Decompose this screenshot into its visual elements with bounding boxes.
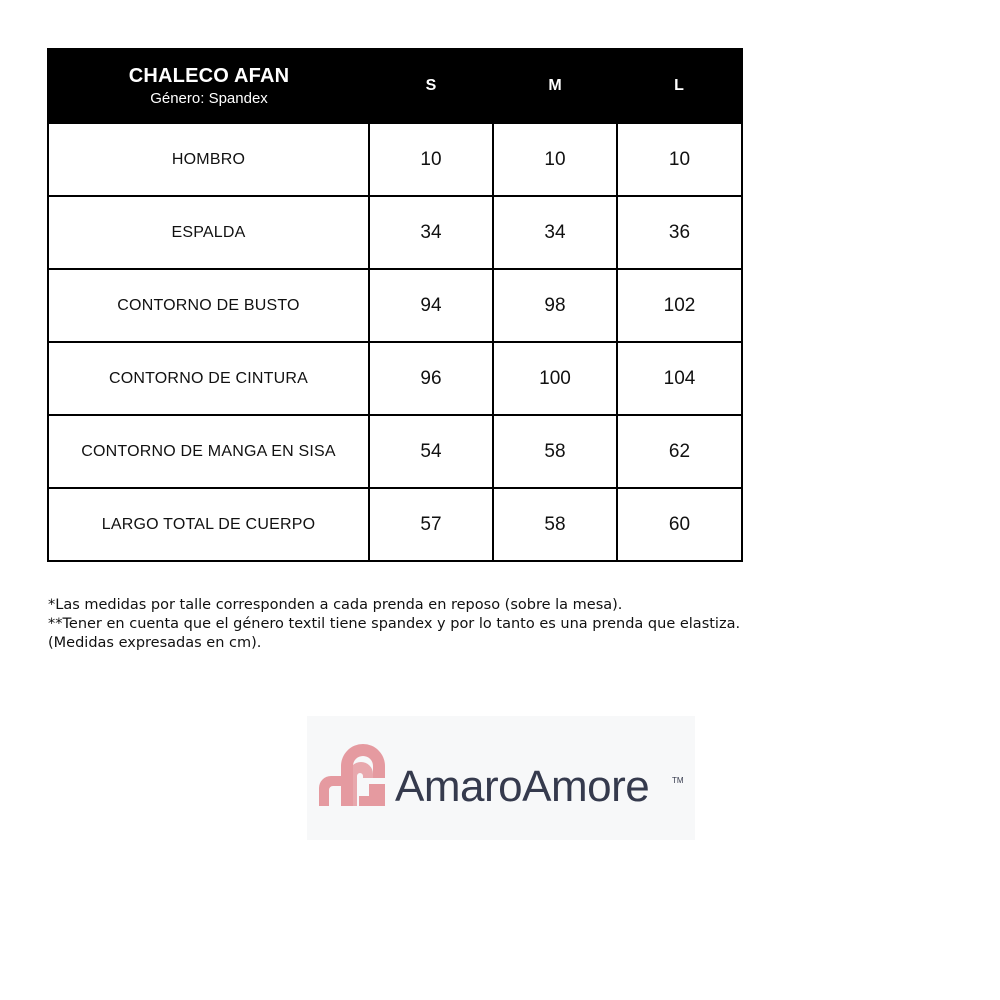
measure-value-l: 104 [617, 342, 742, 415]
measure-label: CONTORNO DE BUSTO [48, 269, 369, 342]
product-title: CHALECO AFAN [128, 65, 290, 87]
size-chart-table [47, 48, 743, 562]
brand-name: AmaroAmore [395, 762, 650, 811]
measure-value-l: 10 [617, 123, 742, 196]
measurement-notes [48, 596, 740, 653]
measure-value-m: 58 [493, 488, 617, 561]
measure-value-l: 36 [617, 196, 742, 269]
fabric-subtitle: Género: Spandex [150, 90, 268, 107]
measure-value-m: 58 [493, 415, 617, 488]
measure-value-s: 96 [369, 342, 493, 415]
measure-value-s: 34 [369, 196, 493, 269]
measure-value-l: 60 [617, 488, 742, 561]
note-line: **Tener en cuenta que el género textil tiene spandex y por lo tanto es una prenda que elastiza. [48, 616, 741, 632]
table-row [48, 196, 742, 269]
table-row [48, 123, 742, 196]
brand-logo [307, 716, 695, 840]
table-header-row [48, 49, 742, 123]
size-header-m: M [493, 49, 617, 123]
trademark-symbol: TM [672, 776, 684, 785]
measure-label: CONTORNO DE MANGA EN SISA [48, 415, 369, 488]
size-header-l: L [617, 49, 742, 123]
product-header-cell [48, 49, 369, 123]
measure-label: HOMBRO [48, 123, 369, 196]
measure-value-l: 62 [617, 415, 742, 488]
measure-value-s: 57 [369, 488, 493, 561]
measure-label: ESPALDA [48, 196, 369, 269]
measure-value-m: 10 [493, 123, 617, 196]
table-row [48, 415, 742, 488]
measure-value-l: 102 [617, 269, 742, 342]
measure-value-s: 94 [369, 269, 493, 342]
table-row [48, 342, 742, 415]
note-line: *Las medidas por talle corresponden a cada prenda en reposo (sobre la mesa). [48, 597, 623, 613]
measure-value-s: 54 [369, 415, 493, 488]
brand-mark-icon [319, 738, 385, 808]
measure-value-m: 100 [493, 342, 617, 415]
measure-label: LARGO TOTAL DE CUERPO [48, 488, 369, 561]
table-row [48, 488, 742, 561]
measure-value-m: 98 [493, 269, 617, 342]
measure-value-m: 34 [493, 196, 617, 269]
table-row [48, 269, 742, 342]
measure-value-s: 10 [369, 123, 493, 196]
note-line: (Medidas expresadas en cm). [48, 635, 262, 651]
measure-label: CONTORNO DE CINTURA [48, 342, 369, 415]
size-header-s: S [369, 49, 493, 123]
